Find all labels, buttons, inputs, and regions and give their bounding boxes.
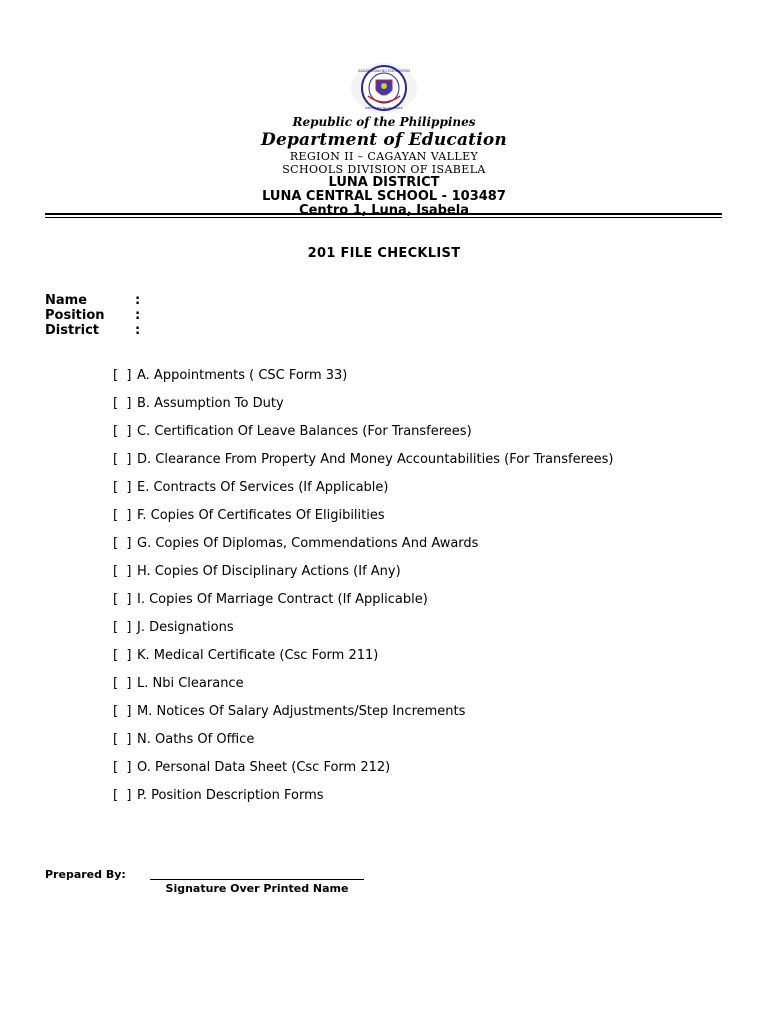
checkbox-icon[interactable]: [ ] [113,620,132,635]
checkbox-icon[interactable]: [ ] [113,760,132,775]
list-item [113,368,614,396]
school-heading: LUNA CENTRAL SCHOOL - 103487 [262,189,506,204]
list-item [113,648,614,676]
item-label: L. Nbi Clearance [137,676,244,691]
info-row-position [45,308,140,323]
list-item [113,676,614,704]
item-label: J. Designations [137,620,234,635]
info-row-name [45,293,140,308]
district-heading: LUNA DISTRICT [328,175,440,190]
info-label: Position [45,308,105,323]
item-label: N. Oaths Of Office [137,732,255,747]
list-item [113,760,614,788]
republic-heading: Republic of the Philippines [292,115,476,129]
list-item [113,480,614,508]
info-block [45,293,140,338]
item-label: B. Assumption To Duty [137,396,284,411]
item-label: M. Notices Of Salary Adjustments/Step Increments [137,704,466,719]
item-label: I. Copies Of Marriage Contract (If Applicable) [137,592,428,607]
item-label: H. Copies Of Disciplinary Actions (If Any) [137,564,401,579]
item-label: F. Copies Of Certificates Of Eligibilities [137,508,385,523]
list-item [113,452,614,480]
region-heading: REGION II – CAGAYAN VALLEY [289,150,479,163]
list-item [113,508,614,536]
checklist [113,368,614,816]
item-label: G. Copies Of Diplomas, Commendations And Awards [137,536,479,551]
checkbox-icon[interactable]: [ ] [113,424,132,439]
checkbox-icon[interactable]: [ ] [113,788,132,803]
checkbox-icon[interactable]: [ ] [113,592,132,607]
info-label: District [45,323,99,338]
checkbox-icon[interactable]: [ ] [113,452,132,467]
checkbox-icon[interactable]: [ ] [113,564,132,579]
checkbox-icon[interactable]: [ ] [113,536,132,551]
department-heading: Department of Education [261,130,507,150]
item-label: E. Contracts Of Services (If Applicable) [137,480,389,495]
division-heading: SCHOOLS DIVISION OF ISABELA [282,163,486,176]
signature-caption: Signature Over Printed Name [165,882,349,895]
deped-seal-icon [350,62,418,114]
checkbox-icon[interactable]: [ ] [113,676,132,691]
checkbox-icon[interactable]: [ ] [113,648,132,663]
list-item [113,564,614,592]
list-item [113,620,614,648]
info-separator: : [135,293,141,308]
seal-bottom-text: REPUBLIKA NG PILIPINAS [365,106,403,110]
list-item [113,732,614,760]
checkbox-icon[interactable]: [ ] [113,396,132,411]
info-row-district [45,323,140,338]
list-item [113,704,614,732]
list-item [113,788,614,816]
item-label: P. Position Description Forms [137,788,324,803]
list-item [113,424,614,452]
address-heading: Centro 1, Luna, Isabela [299,203,469,218]
list-item [113,592,614,620]
info-label: Name [45,293,88,308]
checkbox-icon[interactable]: [ ] [113,480,132,495]
list-item [113,396,614,424]
list-item [113,536,614,564]
item-label: O. Personal Data Sheet (Csc Form 212) [137,760,391,775]
header-divider [45,213,722,215]
checkbox-icon[interactable]: [ ] [113,732,132,747]
letterhead [0,62,768,218]
checkbox-icon[interactable]: [ ] [113,368,132,383]
seal-ring-text: KAGAWARAN NG EDUKASYON [358,69,410,73]
info-separator: : [135,308,141,323]
signature-line[interactable] [150,879,364,880]
page-title: 201 FILE CHECKLIST [307,246,461,261]
item-label: K. Medical Certificate (Csc Form 211) [137,648,379,663]
header-divider-thin [45,217,722,218]
checkbox-icon[interactable]: [ ] [113,508,132,523]
checkbox-icon[interactable]: [ ] [113,704,132,719]
info-separator: : [135,323,141,338]
item-label: C. Certification Of Leave Balances (For Transferees) [137,424,472,439]
prepared-by-label: Prepared By: [45,868,126,881]
item-label: A. Appointments ( CSC Form 33) [137,368,348,383]
item-label: D. Clearance From Property And Money Accountabilities (For Transferees) [137,452,614,467]
